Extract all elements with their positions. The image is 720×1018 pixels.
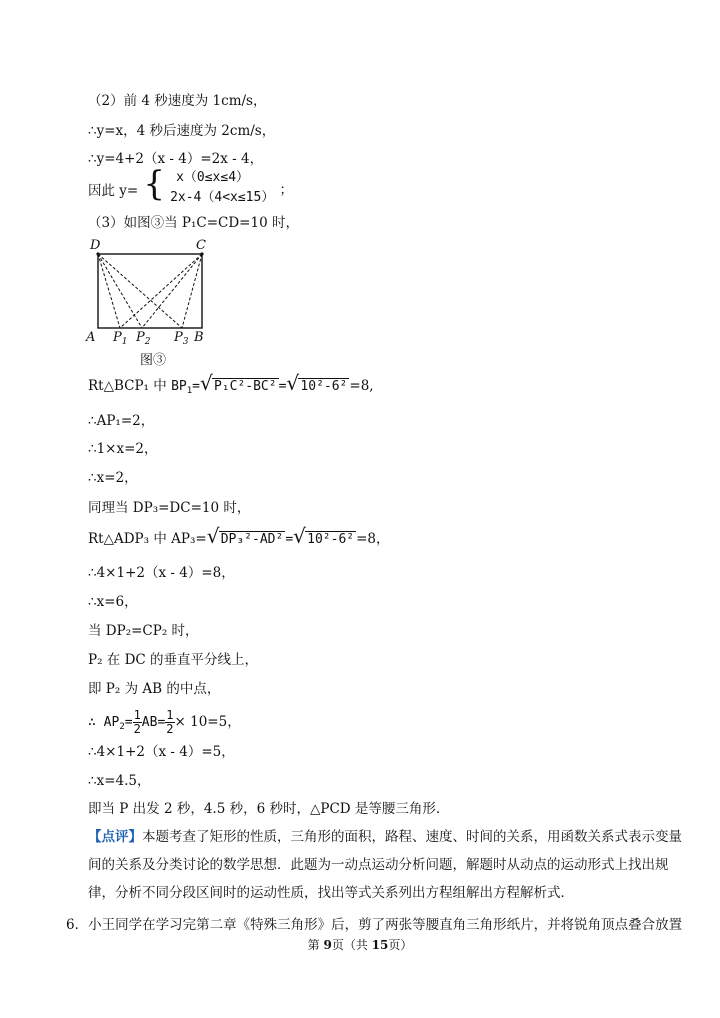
line-17	[88, 708, 241, 741]
line-6-result: =8,	[349, 378, 374, 394]
line-15: P₂ 在 DC 的垂直平分线上，	[88, 652, 259, 668]
line-17-frac-1: $\frac{1}{2}$	[133, 708, 141, 736]
line-3: ∴y=4+2（x - 4）=2x - 4，	[88, 151, 264, 167]
segment-D-P1	[98, 254, 120, 328]
comment-tag: 【点评】	[88, 829, 142, 845]
figure-label-B: B	[194, 330, 204, 345]
line-10: 同理当 DP₃=DC=10 时，	[88, 500, 251, 516]
segment-C-P2	[142, 254, 202, 328]
line-6-lhs: $BP_1$	[171, 379, 193, 396]
comment-text: 本题考查了矩形的性质，三角形的面积，路程、速度、时间的关系，用函数关系式表示变量间的关系及分类讨论的数学思想．此题为一动点运动分析问题，解题时从动点的运动形式上找出规律，分析不同分段区间时的运动性质，找出等式关系列出方程组解出方程解析式．	[88, 829, 682, 901]
next-question: 6．小王同学在学习完第二章《特殊三角形》后，剪了两张等腰直角三角形纸片，并将锐角顶点叠合放置	[66, 917, 683, 933]
segment-D-P3	[98, 254, 182, 328]
line-6-prefix: Rt△BCP₁ 中	[88, 378, 172, 394]
line-11-prefix: Rt△ADP₃ 中 AP₃=	[88, 531, 207, 547]
line-6-sqrt-2: √ 10²-6²	[286, 371, 348, 395]
line-17-mid: AB=	[141, 715, 166, 730]
line-6-eq2: =	[278, 379, 287, 394]
line-17-lhs: ∴ $AP_2$	[88, 715, 125, 732]
segment-C-P3	[182, 254, 202, 328]
line-1: （2）前 4 秒速度为 1cm/s，	[88, 93, 267, 109]
figure-label-P2: $P_2$	[136, 330, 151, 347]
comment-paragraph	[88, 823, 688, 907]
piecewise-case-2: 2x-4（4<x≤15）	[170, 190, 275, 205]
piecewise-case-1: x（0≤x≤4）	[176, 170, 250, 185]
line-14: 当 DP₂=CP₂ 时，	[88, 623, 199, 639]
line-11-sqrt-2: √ 10²-6²	[293, 524, 355, 548]
line-17-eq: =	[124, 715, 133, 730]
figure-label-D: D	[90, 238, 101, 253]
line-20: 即当 P 出发 2 秒，4.5 秒，6 秒时，△PCD 是等腰三角形．	[88, 801, 450, 817]
segment-D-P2	[98, 254, 142, 328]
piecewise-function	[88, 164, 293, 208]
line-5: （3）如图③当 P₁C=CD=10 时，	[88, 215, 299, 231]
line-2: ∴y=x，4 秒后速度为 2cm/s，	[88, 123, 276, 139]
line-19: ∴x=4.5，	[88, 773, 151, 789]
line-8: ∴1×x=2，	[88, 441, 158, 457]
line-16: 即 P₂ 为 AB 的中点，	[88, 681, 221, 697]
figure-rectangle-diagram	[84, 236, 224, 366]
piecewise-prefix: 因此 y=	[88, 183, 139, 199]
brace-symbol: {	[143, 164, 165, 204]
figure-label-P3: $P_3$	[174, 330, 189, 347]
figure-label-P1: $P_1$	[113, 330, 128, 347]
line-17-frac-2: $\frac{1}{2}$	[166, 708, 174, 736]
line-18: ∴4×1+2（x - 4）=5，	[88, 744, 235, 760]
line-6-sqrt-1: √ P₁C²-BC²	[199, 371, 277, 395]
line-6-eq: =	[192, 379, 200, 394]
rectangle-ABCD	[98, 254, 202, 328]
line-12: ∴4×1+2（x - 4）=8，	[88, 565, 235, 581]
figure-label-A: A	[86, 330, 96, 345]
piecewise-suffix: ；	[279, 182, 293, 198]
line-11-eq: =	[285, 532, 294, 547]
line-7: ∴AP₁=2，	[88, 413, 155, 429]
line-6	[88, 371, 374, 400]
page-footer: 第 9页（共 15页）	[307, 938, 413, 952]
line-11-result: =8，	[356, 531, 390, 547]
line-11-sqrt-1: √ DP₃²-AD²	[206, 524, 284, 548]
line-13: ∴x=6，	[88, 594, 138, 610]
segment-C-P1	[120, 254, 202, 328]
figure-label-C: C	[196, 238, 206, 253]
figure-caption: 图③	[140, 353, 167, 368]
line-9: ∴x=2，	[88, 470, 138, 486]
line-11	[88, 524, 390, 549]
line-17-tail: × 10=5，	[174, 714, 241, 730]
